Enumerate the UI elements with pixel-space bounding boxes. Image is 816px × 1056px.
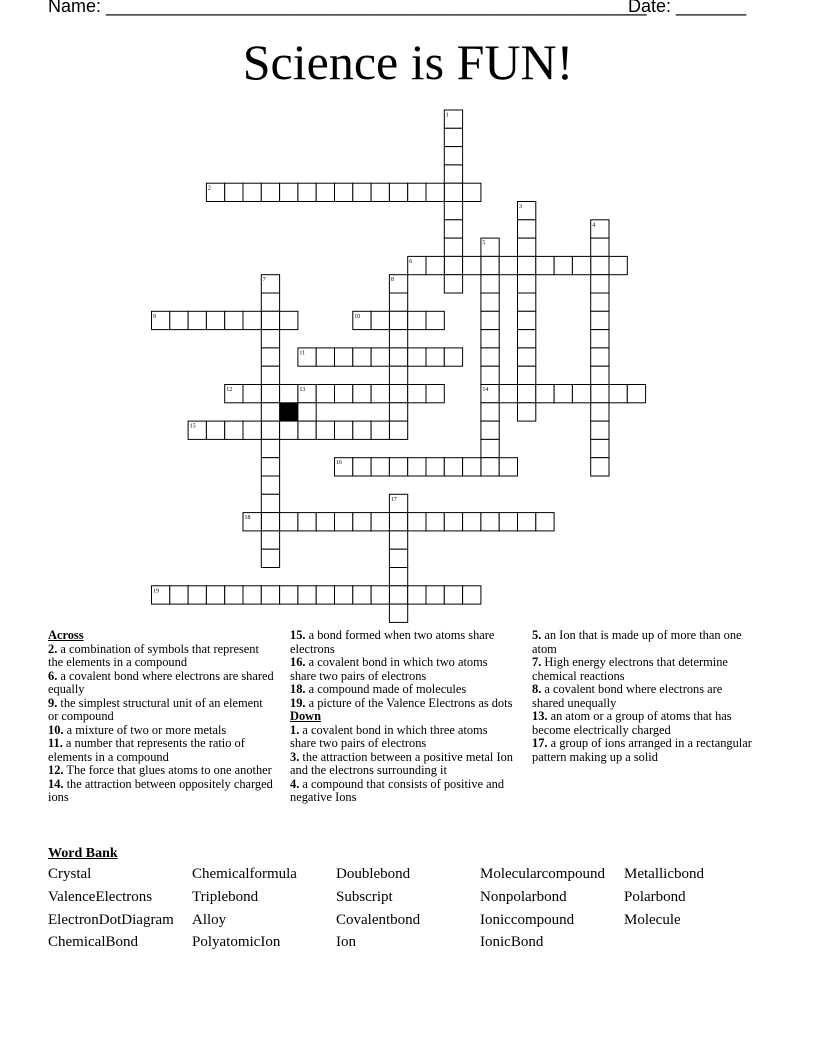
grid-cell[interactable] — [261, 421, 279, 439]
across-clue — [48, 724, 274, 738]
clue-number: 14 — [482, 387, 489, 393]
grid-cell[interactable] — [371, 311, 389, 329]
clue-number-label: 12. — [48, 763, 64, 777]
grid-cell[interactable] — [444, 256, 462, 274]
grid-cell[interactable] — [316, 421, 334, 439]
clue-number-label: 11. — [48, 736, 63, 750]
grid-cell[interactable] — [206, 586, 224, 604]
grid-cell[interactable] — [536, 256, 554, 274]
grid-cell[interactable] — [261, 403, 279, 421]
grid-cell[interactable] — [408, 348, 426, 366]
grid-cell[interactable] — [444, 348, 462, 366]
grid-cell[interactable] — [261, 348, 279, 366]
across-clue-list-continued — [290, 629, 514, 710]
grid-cell[interactable] — [261, 311, 279, 329]
grid-cell[interactable] — [371, 385, 389, 403]
grid-cell[interactable] — [518, 311, 536, 329]
down-clue — [532, 683, 756, 710]
clue-text: a mixture of two or more metals — [63, 722, 227, 737]
grid-cell[interactable] — [518, 330, 536, 348]
grid-cell[interactable] — [408, 513, 426, 531]
clue-number-label: 10. — [48, 722, 64, 737]
clue-text: a compound that consists of positive and negative Ions — [290, 776, 505, 804]
grid-cell[interactable] — [389, 549, 407, 567]
grid-cell[interactable] — [389, 293, 407, 311]
grid-cell[interactable] — [353, 421, 371, 439]
grid-cell[interactable] — [481, 293, 499, 311]
word-bank-item: Subscript — [336, 889, 393, 905]
across-clue — [290, 656, 514, 683]
grid-cell[interactable] — [280, 421, 298, 439]
grid-cell[interactable] — [518, 403, 536, 421]
grid-cell[interactable] — [280, 586, 298, 604]
grid-cell[interactable] — [609, 385, 627, 403]
word-bank-item: Covalentbond — [336, 912, 421, 928]
grid-cell[interactable] — [426, 385, 444, 403]
across-clue — [290, 629, 514, 656]
page-title: Science is FUN! — [242, 34, 574, 90]
clue-number: 5 — [482, 240, 486, 247]
grid-cell[interactable] — [261, 531, 279, 549]
grid-cell[interactable] — [335, 348, 353, 366]
clue-number-label: 8. — [532, 682, 542, 696]
grid-cell[interactable] — [481, 330, 499, 348]
clue-number-label: 2. — [48, 641, 58, 656]
word-bank-item: ValenceElectrons — [48, 889, 153, 905]
grid-cell[interactable] — [261, 385, 279, 403]
grid-cell[interactable] — [261, 513, 279, 531]
word-bank-item: Ion — [336, 934, 356, 950]
clue-number-label: 3. — [290, 749, 300, 764]
clue-text: a covalent bond in which two atoms share two pairs of electrons — [290, 655, 488, 683]
grid-cell[interactable] — [499, 385, 517, 403]
grid-cell[interactable] — [335, 183, 353, 201]
date-field-line: Date: _______ — [628, 0, 747, 16]
clue-number: 1 — [445, 112, 449, 119]
across-heading: Across — [48, 628, 84, 642]
grid-cell[interactable] — [335, 421, 353, 439]
grid-cell[interactable] — [371, 458, 389, 476]
clue-number: 4 — [592, 222, 596, 229]
grid-cell[interactable] — [243, 311, 261, 329]
clue-number: 6 — [409, 258, 413, 265]
clue-text: a number that represents the ratio of elements in a compound — [48, 736, 245, 764]
clue-number: 9 — [153, 313, 156, 320]
grid-cell[interactable] — [518, 256, 536, 274]
grid-cell[interactable] — [591, 385, 609, 403]
grid-cell[interactable] — [572, 256, 590, 274]
grid-cell[interactable] — [389, 586, 407, 604]
down-clue — [290, 778, 514, 805]
grid-cell[interactable] — [335, 385, 353, 403]
grid-cell[interactable] — [243, 385, 261, 403]
grid-cell[interactable] — [389, 366, 407, 384]
grid-cell[interactable] — [316, 348, 334, 366]
word-bank-item: Alloy — [192, 912, 227, 928]
clue-number-label: 17. — [532, 736, 548, 750]
grid-cell[interactable] — [225, 183, 243, 201]
clue-number: 11 — [299, 350, 306, 357]
clue-number-label: 4. — [290, 776, 300, 791]
grid-cell[interactable] — [408, 311, 426, 329]
clue-number: 18 — [244, 515, 251, 522]
clue-number: 12 — [226, 387, 233, 393]
grid-cell[interactable] — [353, 385, 371, 403]
grid-cell[interactable] — [481, 275, 499, 293]
down-clue-list — [290, 724, 514, 805]
grid-cell[interactable] — [426, 311, 444, 329]
grid-cell[interactable] — [389, 330, 407, 348]
grid-cell[interactable] — [371, 421, 389, 439]
grid-cell[interactable] — [518, 366, 536, 384]
grid-cell[interactable] — [518, 385, 536, 403]
grid-cell[interactable] — [298, 183, 316, 201]
clue-text: a covalent bond where electrons are shared equally — [48, 668, 274, 696]
word-bank-item: ElectronDotDiagram — [48, 912, 174, 928]
name-field-line: Name: ______________________________________________________ — [48, 0, 647, 16]
down-clue — [532, 710, 756, 737]
grid-cell[interactable] — [225, 586, 243, 604]
grid-cell[interactable] — [591, 348, 609, 366]
clue-number: 8 — [390, 277, 394, 284]
clue-text: the attraction between oppositely charged ions — [48, 776, 273, 804]
grid-cell[interactable] — [518, 275, 536, 293]
grid-cell[interactable] — [591, 293, 609, 311]
word-bank-item: PolyatomicIon — [192, 934, 281, 950]
grid-cell[interactable] — [591, 439, 609, 457]
grid-cell[interactable] — [280, 385, 298, 403]
clue-number: 2 — [207, 185, 211, 192]
grid-cell[interactable] — [408, 586, 426, 604]
grid-cell[interactable] — [261, 330, 279, 348]
clue-number-label: 16. — [290, 655, 306, 669]
grid-cell[interactable] — [316, 385, 334, 403]
grid-cell[interactable] — [591, 256, 609, 274]
grid-cell[interactable] — [444, 147, 462, 165]
across-clue — [48, 697, 274, 724]
grid-cell[interactable] — [609, 256, 627, 274]
grid-cell[interactable] — [225, 421, 243, 439]
down-heading: Down — [290, 709, 321, 723]
word-bank-item: Polarbond — [624, 889, 686, 905]
grid-cell[interactable] — [499, 256, 517, 274]
grid-cell[interactable] — [261, 183, 279, 201]
word-bank-item: Chemicalformula — [192, 866, 297, 882]
grid-cell[interactable] — [481, 366, 499, 384]
down-clue — [290, 724, 514, 751]
grid-black-square — [280, 403, 298, 421]
grid-cell[interactable] — [518, 293, 536, 311]
word-bank-item: IonicBond — [480, 934, 544, 950]
grid-cell[interactable] — [261, 439, 279, 457]
grid-cell[interactable] — [316, 586, 334, 604]
clue-number: 10 — [354, 313, 361, 320]
word-bank-heading: Word Bank — [48, 846, 118, 861]
grid-cell[interactable] — [481, 256, 499, 274]
across-clue — [48, 670, 274, 697]
across-clue — [48, 737, 274, 764]
grid-cell[interactable] — [188, 311, 206, 329]
grid-cell[interactable] — [591, 458, 609, 476]
word-bank-item: Triplebond — [192, 889, 259, 905]
grid-cell[interactable] — [389, 458, 407, 476]
clue-text: the simplest structural unit of an element or compound — [48, 695, 263, 723]
grid-cell[interactable] — [426, 586, 444, 604]
grid-cell[interactable] — [371, 348, 389, 366]
grid-cell[interactable] — [499, 513, 517, 531]
grid-cell[interactable] — [389, 311, 407, 329]
grid-cell[interactable] — [206, 311, 224, 329]
clue-number-label: 1. — [290, 722, 300, 737]
grid-cell[interactable] — [481, 421, 499, 439]
clue-number-label: 13. — [532, 709, 548, 723]
grid-cell[interactable] — [591, 330, 609, 348]
grid-cell[interactable] — [463, 513, 481, 531]
grid-cell[interactable] — [499, 458, 517, 476]
grid-cell[interactable] — [353, 458, 371, 476]
grid-cell[interactable] — [481, 458, 499, 476]
word-bank-item: Metallicbond — [624, 866, 704, 882]
clue-number: 13 — [299, 387, 306, 393]
grid-cell[interactable] — [591, 366, 609, 384]
grid-cell[interactable] — [444, 238, 462, 256]
grid-cell[interactable] — [463, 586, 481, 604]
grid-cell[interactable] — [518, 348, 536, 366]
grid-cell[interactable] — [389, 604, 407, 622]
grid-cell[interactable] — [335, 513, 353, 531]
grid-cell[interactable] — [426, 348, 444, 366]
grid-cell[interactable] — [591, 238, 609, 256]
grid-cell[interactable] — [225, 311, 243, 329]
clue-text: High energy electrons that determine chemical reactions — [532, 655, 728, 683]
word-bank-item: Nonpolarbond — [480, 889, 567, 905]
word-bank-item: Crystal — [48, 866, 92, 882]
grid-cell[interactable] — [444, 513, 462, 531]
clue-number-label: 15. — [290, 628, 306, 642]
word-bank-item: Ioniccompound — [480, 912, 575, 928]
grid-cell[interactable] — [591, 275, 609, 293]
across-clue — [48, 764, 274, 778]
grid-cell[interactable] — [389, 513, 407, 531]
clue-number-label: 7. — [532, 655, 542, 669]
grid-cell[interactable] — [518, 220, 536, 238]
clue-text: The force that glues atoms to one another — [63, 763, 272, 777]
grid-cell[interactable] — [243, 586, 261, 604]
word-bank-item: Doublebond — [336, 866, 411, 882]
grid-cell[interactable] — [170, 311, 188, 329]
grid-cell[interactable] — [444, 128, 462, 146]
word-bank-item: ChemicalBond — [48, 934, 138, 950]
grid-cell[interactable] — [463, 183, 481, 201]
grid-cell[interactable] — [426, 256, 444, 274]
clue-text: a group of ions arranged in a rectangular pattern making up a solid — [532, 736, 752, 764]
clues-column-1 — [48, 629, 274, 805]
across-clue — [48, 643, 274, 670]
grid-cell[interactable] — [261, 293, 279, 311]
clue-number: 17 — [390, 496, 397, 503]
grid-cell[interactable] — [444, 586, 462, 604]
grid-cell[interactable] — [591, 421, 609, 439]
grid-cell[interactable] — [554, 256, 572, 274]
clue-number-label: 18. — [290, 682, 306, 696]
clues-column-2 — [290, 629, 514, 805]
grid-cell[interactable] — [371, 183, 389, 201]
grid-cell[interactable] — [426, 183, 444, 201]
clue-text: a combination of symbols that represent the elements in a compound — [48, 641, 259, 669]
clue-number: 7 — [262, 277, 266, 284]
grid-cell[interactable] — [389, 385, 407, 403]
grid-cell[interactable] — [261, 549, 279, 567]
grid-cell[interactable] — [536, 513, 554, 531]
across-clue — [290, 697, 514, 711]
grid-cell[interactable] — [188, 586, 206, 604]
grid-cell[interactable] — [444, 183, 462, 201]
grid-cell[interactable] — [316, 513, 334, 531]
grid-cell[interactable] — [335, 586, 353, 604]
clue-number-label: 19. — [290, 695, 306, 710]
grid-cell[interactable] — [261, 458, 279, 476]
grid-cell[interactable] — [280, 513, 298, 531]
grid-cell[interactable] — [298, 421, 316, 439]
grid-cell[interactable] — [444, 458, 462, 476]
grid-cell[interactable] — [243, 421, 261, 439]
across-clue — [290, 683, 514, 697]
grid-cell[interactable] — [353, 586, 371, 604]
grid-cell[interactable] — [170, 586, 188, 604]
grid-cell[interactable] — [353, 348, 371, 366]
grid-cell[interactable] — [518, 513, 536, 531]
grid-cell[interactable] — [280, 311, 298, 329]
clue-text: an Ion that is made up of more than one atom — [532, 628, 742, 656]
across-clue-list — [48, 643, 274, 805]
grid-cell[interactable] — [426, 458, 444, 476]
grid-cell[interactable] — [444, 275, 462, 293]
grid-cell[interactable] — [444, 220, 462, 238]
down-clue — [532, 629, 756, 656]
grid-cell[interactable] — [261, 476, 279, 494]
grid-cell[interactable] — [481, 348, 499, 366]
grid-cell[interactable] — [298, 513, 316, 531]
grid-cell[interactable] — [316, 183, 334, 201]
grid-cell[interactable] — [481, 311, 499, 329]
grid-cell[interactable] — [444, 202, 462, 220]
clue-text: a bond formed when two atoms share electrons — [290, 628, 495, 656]
clue-text: an atom or a group of atoms that has become electrically charged — [532, 709, 732, 737]
grid-cell[interactable] — [627, 385, 645, 403]
grid-cell[interactable] — [463, 256, 481, 274]
clue-number-label: 6. — [48, 668, 58, 683]
grid-cell[interactable] — [518, 238, 536, 256]
grid-cell[interactable] — [536, 385, 554, 403]
grid-cell[interactable] — [353, 513, 371, 531]
grid-cell[interactable] — [389, 183, 407, 201]
clue-text: a covalent bond where electrons are shared unequally — [532, 682, 723, 710]
grid-cell[interactable] — [408, 183, 426, 201]
grid-cell[interactable] — [463, 458, 481, 476]
grid-cell[interactable] — [371, 513, 389, 531]
clue-number: 15 — [189, 423, 196, 430]
grid-cell[interactable] — [389, 568, 407, 586]
grid-cell[interactable] — [206, 421, 224, 439]
clues-column-3 — [532, 629, 756, 764]
grid-cell[interactable] — [353, 183, 371, 201]
grid-cell[interactable] — [389, 531, 407, 549]
clue-number-label: 9. — [48, 695, 58, 710]
grid-cell[interactable] — [389, 348, 407, 366]
grid-cell[interactable] — [591, 311, 609, 329]
grid-cell[interactable] — [261, 366, 279, 384]
grid-cell[interactable] — [554, 385, 572, 403]
grid-cell[interactable] — [408, 385, 426, 403]
grid-cell[interactable] — [298, 586, 316, 604]
clue-text: a covalent bond in which three atoms share two pairs of electrons — [290, 722, 488, 750]
grid-cell[interactable] — [481, 513, 499, 531]
grid-cell[interactable] — [481, 439, 499, 457]
grid-cell[interactable] — [243, 183, 261, 201]
grid-cell[interactable] — [572, 385, 590, 403]
grid-cell[interactable] — [389, 403, 407, 421]
clue-number-label: 5. — [532, 628, 542, 642]
grid-cell[interactable] — [426, 513, 444, 531]
grid-cell[interactable] — [280, 183, 298, 201]
grid-cell[interactable] — [389, 421, 407, 439]
grid-cell[interactable] — [298, 403, 316, 421]
down-clue — [532, 656, 756, 683]
across-clue — [48, 778, 274, 805]
grid-cell[interactable] — [481, 403, 499, 421]
clue-text: a picture of the Valence Electrons as dots — [305, 695, 513, 710]
clue-text: a compound made of molecules — [305, 682, 467, 696]
clue-number: 3 — [519, 204, 522, 210]
grid-cell[interactable] — [261, 586, 279, 604]
clue-number: 16 — [336, 460, 342, 467]
clue-number-label: 14. — [48, 776, 64, 791]
word-bank-item: Molecule — [624, 912, 681, 928]
grid-cell[interactable] — [591, 403, 609, 421]
down-clue — [290, 751, 514, 778]
down-clue — [532, 737, 756, 764]
word-bank-item: Molecularcompound — [480, 866, 605, 882]
grid-cell[interactable] — [444, 165, 462, 183]
grid-cell[interactable] — [371, 586, 389, 604]
down-clue-list-continued — [532, 629, 756, 764]
clue-number: 19 — [153, 588, 159, 595]
clue-text: the attraction between a positive metal Ion and the electrons surrounding it — [290, 749, 513, 777]
grid-cell[interactable] — [408, 458, 426, 476]
grid-cell[interactable] — [261, 494, 279, 512]
